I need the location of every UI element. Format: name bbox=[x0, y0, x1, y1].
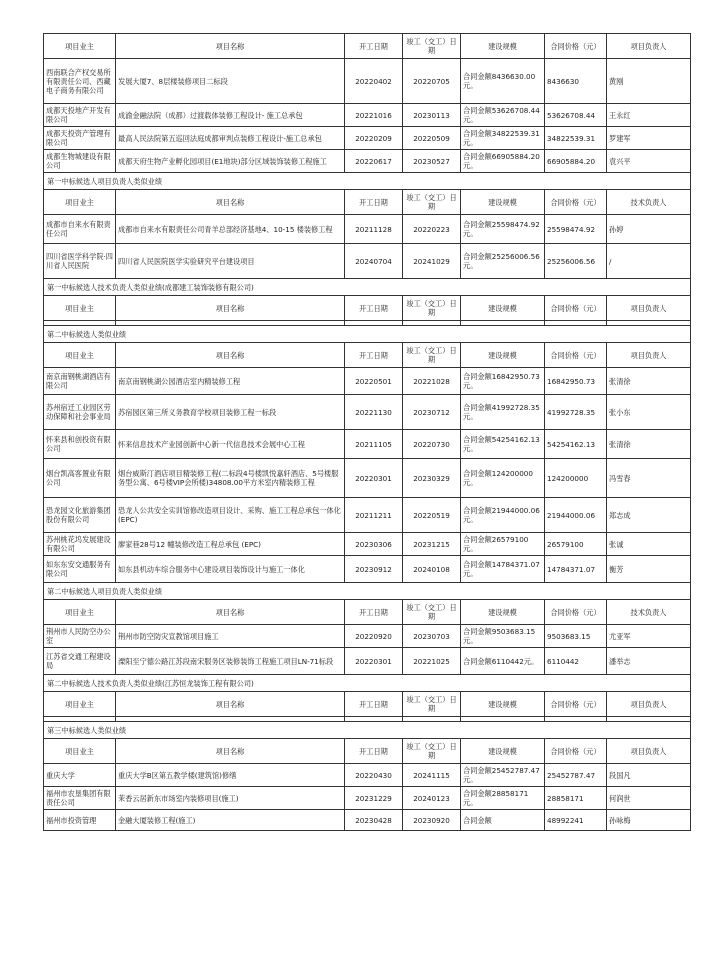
header-project-name: 项目名称 bbox=[116, 343, 345, 368]
cell-scale: 合同金额26579100元。 bbox=[461, 533, 545, 556]
cell-start-date: 20220209 bbox=[345, 127, 403, 150]
header-project-name: 项目名称 bbox=[116, 34, 345, 59]
header-owner: 项目业主 bbox=[44, 600, 116, 625]
cell-responsible-person: 孙咏梅 bbox=[607, 810, 691, 831]
cell-scale: 合同金额41992728.35元。 bbox=[461, 395, 545, 430]
cell-owner: 四川省医学科学院·四川省人民医院 bbox=[44, 244, 116, 279]
cell-start-date: 20220617 bbox=[345, 150, 403, 173]
cell-scale: 合同金额53626708.44元。 bbox=[461, 104, 545, 127]
header-price: 合同价格（元） bbox=[545, 739, 607, 764]
cell-finish-date: 20241115 bbox=[403, 764, 461, 787]
cell-start-date: 20230912 bbox=[345, 556, 403, 583]
table-row bbox=[44, 810, 691, 831]
cell-owner: 恐龙园文化旅游集团股份有限公司 bbox=[44, 498, 116, 533]
header-responsible-person: 技术负责人 bbox=[607, 190, 691, 215]
cell-finish-date: 20241029 bbox=[403, 244, 461, 279]
cell-owner: 南京南钢桃湖酒店有限公司 bbox=[44, 368, 116, 395]
cell-price: 53626708.44 bbox=[545, 104, 607, 127]
header-price: 合同价格（元） bbox=[545, 343, 607, 368]
cell-finish-date: 20221025 bbox=[403, 648, 461, 675]
table-header-row bbox=[44, 190, 691, 215]
cell-start-date: 20211211 bbox=[345, 498, 403, 533]
table-row bbox=[44, 430, 691, 459]
cell-project-name: 烟台威斯汀酒店项目精装修工程(二标段4号楼凯悦嘉轩酒店、5号楼服务型公寓、6号楼VIP会所楼)34808.00平方米室内精装修工程 bbox=[116, 459, 345, 498]
section-title-row bbox=[44, 722, 691, 739]
header-project-name: 项目名称 bbox=[116, 739, 345, 764]
cell-scale: 合同金额124200000元。 bbox=[461, 459, 545, 498]
table-row bbox=[44, 215, 691, 244]
header-price: 合同价格（元） bbox=[545, 692, 607, 717]
cell-scale: 合同金额54254162.13元。 bbox=[461, 430, 545, 459]
cell-start-date: 20220430 bbox=[345, 764, 403, 787]
cell-owner: 荆州市人民防空办公室 bbox=[44, 625, 116, 648]
cell-finish-date: 20221028 bbox=[403, 368, 461, 395]
table-header-row bbox=[44, 739, 691, 764]
header-finish-date: 竣工（交工）日期 bbox=[403, 296, 461, 321]
cell-owner: 苏州宿迁工业园区劳动保障和社会事业局 bbox=[44, 395, 116, 430]
cell-finish-date: 20220223 bbox=[403, 215, 461, 244]
cell-responsible-person: 王永红 bbox=[607, 104, 691, 127]
cell-price: 28858171 bbox=[545, 787, 607, 810]
header-start-date: 开工日期 bbox=[345, 34, 403, 59]
header-owner: 项目业主 bbox=[44, 296, 116, 321]
header-scale: 建设规模 bbox=[461, 739, 545, 764]
cell-finish-date: 20230920 bbox=[403, 810, 461, 831]
table-row bbox=[44, 764, 691, 787]
header-finish-date: 竣工（交工）日期 bbox=[403, 739, 461, 764]
header-finish-date: 竣工（交工）日期 bbox=[403, 692, 461, 717]
header-responsible-person: 技术负责人 bbox=[607, 600, 691, 625]
header-responsible-person: 项目负责人 bbox=[607, 739, 691, 764]
cell-finish-date: 20220705 bbox=[403, 59, 461, 104]
table-row bbox=[44, 150, 691, 173]
cell-responsible-person: 袁兴平 bbox=[607, 150, 691, 173]
section-title-row bbox=[44, 675, 691, 692]
cell-scale: 合同金额16842950.73元。 bbox=[461, 368, 545, 395]
cell-scale: 合同金额25598474.92元。 bbox=[461, 215, 545, 244]
cell-price: 25452787.47 bbox=[545, 764, 607, 787]
cell-finish-date: 20230703 bbox=[403, 625, 461, 648]
cell-owner: 西南联合产权交易所有限责任公司、西藏电子商务有限公司 bbox=[44, 59, 116, 104]
cell-scale: 合同金额34822539.31元。 bbox=[461, 127, 545, 150]
section-title: 第二中标候选人类似业绩 bbox=[44, 326, 691, 343]
cell-project-name: 廖家巷28号12 幢装修改造工程总承包 (EPC) bbox=[116, 533, 345, 556]
performance-table bbox=[43, 33, 691, 831]
header-scale: 建设规模 bbox=[461, 692, 545, 717]
section-title-row bbox=[44, 583, 691, 600]
cell-owner: 江苏省交通工程建设局 bbox=[44, 648, 116, 675]
cell-price: 8436630 bbox=[545, 59, 607, 104]
cell-price: 25598474.92 bbox=[545, 215, 607, 244]
header-price: 合同价格（元） bbox=[545, 190, 607, 215]
cell-scale: 合同金额6110442元。 bbox=[461, 648, 545, 675]
header-finish-date: 竣工（交工）日期 bbox=[403, 600, 461, 625]
table-row bbox=[44, 625, 691, 648]
cell-start-date: 20220920 bbox=[345, 625, 403, 648]
cell-price: 6110442 bbox=[545, 648, 607, 675]
cell-price: 41992728.35 bbox=[545, 395, 607, 430]
cell-responsible-person: 张诚 bbox=[607, 533, 691, 556]
cell-project-name: 最高人民法院第五巡回法庭成都审判点装修工程设计-施工总承包 bbox=[116, 127, 345, 150]
cell-project-name: 茉香云居新东市场室内装修项目(施工) bbox=[116, 787, 345, 810]
cell-owner: 成都生物城建设有限公司 bbox=[44, 150, 116, 173]
cell-scale: 合同金额66905884.20元。 bbox=[461, 150, 545, 173]
cell-owner: 福州市农垦集团有限责任公司 bbox=[44, 787, 116, 810]
table-header-row bbox=[44, 296, 691, 321]
cell-start-date: 20221130 bbox=[345, 395, 403, 430]
header-responsible-person: 项目负责人 bbox=[607, 343, 691, 368]
cell-responsible-person: 段国凡 bbox=[607, 764, 691, 787]
cell-start-date: 20220402 bbox=[345, 59, 403, 104]
table-header-row bbox=[44, 600, 691, 625]
header-start-date: 开工日期 bbox=[345, 296, 403, 321]
cell-responsible-person: 张清徐 bbox=[607, 368, 691, 395]
cell-finish-date: 20240108 bbox=[403, 556, 461, 583]
table-row bbox=[44, 459, 691, 498]
cell-owner: 福州市投资管理 bbox=[44, 810, 116, 831]
header-scale: 建设规模 bbox=[461, 600, 545, 625]
performance-document bbox=[43, 33, 690, 831]
cell-finish-date: 20231215 bbox=[403, 533, 461, 556]
cell-scale: 合同金额25452787.47元。 bbox=[461, 764, 545, 787]
cell-project-name: 四川省人民医院医学实验研究平台建设项目 bbox=[116, 244, 345, 279]
section-title: 第三中标候选人类似业绩 bbox=[44, 722, 691, 739]
cell-scale: 合同金额25256006.56元。 bbox=[461, 244, 545, 279]
cell-project-name: 恐龙人公共安全实训馆修改造项目设计、采购、施工工程总承包一体化(EPC) bbox=[116, 498, 345, 533]
header-owner: 项目业主 bbox=[44, 739, 116, 764]
cell-scale: 合同金额 bbox=[461, 810, 545, 831]
cell-owner: 成都市自来水有限责任公司 bbox=[44, 215, 116, 244]
header-start-date: 开工日期 bbox=[345, 739, 403, 764]
cell-price: 66905884.20 bbox=[545, 150, 607, 173]
section-title-row bbox=[44, 173, 691, 190]
cell-responsible-person: 罗建军 bbox=[607, 127, 691, 150]
cell-scale: 合同金额8436630.00元。 bbox=[461, 59, 545, 104]
cell-price: 48992241 bbox=[545, 810, 607, 831]
table-row bbox=[44, 104, 691, 127]
cell-responsible-person: 孙婷 bbox=[607, 215, 691, 244]
cell-responsible-person: 尤亚军 bbox=[607, 625, 691, 648]
cell-responsible-person: 张清徐 bbox=[607, 430, 691, 459]
cell-finish-date: 20230527 bbox=[403, 150, 461, 173]
section-title: 第二中标候选人项目负责人类似业绩 bbox=[44, 583, 691, 600]
cell-start-date: 20220301 bbox=[345, 459, 403, 498]
header-price: 合同价格（元） bbox=[545, 600, 607, 625]
section-title-row bbox=[44, 326, 691, 343]
cell-project-name: 成都天府生物产业孵化园项目(E1地块)部分区域装饰装修工程施工 bbox=[116, 150, 345, 173]
cell-start-date: 20220501 bbox=[345, 368, 403, 395]
cell-project-name: 金融大厦装修工程(施工) bbox=[116, 810, 345, 831]
header-start-date: 开工日期 bbox=[345, 343, 403, 368]
header-scale: 建设规模 bbox=[461, 296, 545, 321]
section-title: 第一中标候选人项目负责人类似业绩 bbox=[44, 173, 691, 190]
header-project-name: 项目名称 bbox=[116, 296, 345, 321]
cell-price: 9503683.15 bbox=[545, 625, 607, 648]
header-price: 合同价格（元） bbox=[545, 34, 607, 59]
table-row bbox=[44, 244, 691, 279]
cell-owner: 如东东安交通服务有限公司 bbox=[44, 556, 116, 583]
cell-start-date: 20211128 bbox=[345, 215, 403, 244]
table-row bbox=[44, 787, 691, 810]
header-owner: 项目业主 bbox=[44, 692, 116, 717]
cell-scale: 合同金额9503683.15元。 bbox=[461, 625, 545, 648]
section-title: 第二中标候选人技术负责人类似业绩(江苏恒龙装饰工程有限公司) bbox=[44, 675, 691, 692]
cell-finish-date: 20220509 bbox=[403, 127, 461, 150]
header-finish-date: 竣工（交工）日期 bbox=[403, 190, 461, 215]
cell-responsible-person: 张小东 bbox=[607, 395, 691, 430]
header-start-date: 开工日期 bbox=[345, 600, 403, 625]
cell-project-name: 南京南钢桃湖公园酒店室内精装修工程 bbox=[116, 368, 345, 395]
cell-finish-date: 20240123 bbox=[403, 787, 461, 810]
table-header-row bbox=[44, 692, 691, 717]
cell-owner: 成都天投地产开发有限公司 bbox=[44, 104, 116, 127]
header-finish-date: 竣工（交工）日期 bbox=[403, 343, 461, 368]
header-owner: 项目业主 bbox=[44, 34, 116, 59]
header-scale: 建设规模 bbox=[461, 343, 545, 368]
cell-owner: 烟台凯高客置业有限公司 bbox=[44, 459, 116, 498]
header-project-name: 项目名称 bbox=[116, 692, 345, 717]
cell-start-date: 20221016 bbox=[345, 104, 403, 127]
header-responsible-person: 项目负责人 bbox=[607, 34, 691, 59]
table-row bbox=[44, 368, 691, 395]
header-project-name: 项目名称 bbox=[116, 600, 345, 625]
cell-project-name: 荆州市防空防灾宣教馆项目施工 bbox=[116, 625, 345, 648]
cell-responsible-person: 黄刚 bbox=[607, 59, 691, 104]
cell-start-date: 20240704 bbox=[345, 244, 403, 279]
cell-project-name: 如东县机动车综合服务中心建设项目装饰设计与施工一体化 bbox=[116, 556, 345, 583]
table-row bbox=[44, 498, 691, 533]
header-responsible-person: 项目负责人 bbox=[607, 296, 691, 321]
cell-responsible-person: 衡芳 bbox=[607, 556, 691, 583]
cell-project-name: 重庆大学B区第五教学楼(建筑馆)修缮 bbox=[116, 764, 345, 787]
cell-project-name: 溧阳至宁德公路江苏段南宋服务区装修装饰工程施工项目LN-71标段 bbox=[116, 648, 345, 675]
header-project-name: 项目名称 bbox=[116, 190, 345, 215]
header-responsible-person: 项目负责人 bbox=[607, 692, 691, 717]
cell-price: 34822539.31 bbox=[545, 127, 607, 150]
table-header-row bbox=[44, 34, 691, 59]
cell-start-date: 20211105 bbox=[345, 430, 403, 459]
cell-finish-date: 20230113 bbox=[403, 104, 461, 127]
table-row bbox=[44, 533, 691, 556]
cell-responsible-person: / bbox=[607, 244, 691, 279]
cell-scale: 合同金额21944000.06元。 bbox=[461, 498, 545, 533]
cell-finish-date: 20220730 bbox=[403, 430, 461, 459]
header-owner: 项目业主 bbox=[44, 343, 116, 368]
cell-responsible-person: 郑志成 bbox=[607, 498, 691, 533]
table-row bbox=[44, 127, 691, 150]
table-row bbox=[44, 395, 691, 430]
cell-start-date: 20231229 bbox=[345, 787, 403, 810]
section-title-row bbox=[44, 279, 691, 296]
cell-price: 21944000.06 bbox=[545, 498, 607, 533]
cell-start-date: 20230306 bbox=[345, 533, 403, 556]
cell-responsible-person: 潘举志 bbox=[607, 648, 691, 675]
section-title: 第一中标候选人技术负责人类似业绩(成都建工装饰装修有限公司) bbox=[44, 279, 691, 296]
cell-price: 14784371.07 bbox=[545, 556, 607, 583]
header-scale: 建设规模 bbox=[461, 34, 545, 59]
header-scale: 建设规模 bbox=[461, 190, 545, 215]
header-finish-date: 竣工（交工）日期 bbox=[403, 34, 461, 59]
cell-owner: 苏州桃花坞发展建设有限公司 bbox=[44, 533, 116, 556]
table-row bbox=[44, 648, 691, 675]
cell-project-name: 怀来信息技术产业园创新中心新一代信息技术会展中心工程 bbox=[116, 430, 345, 459]
cell-project-name: 成都市自来水有限责任公司青羊总部经济基地4、10-15 楼装修工程 bbox=[116, 215, 345, 244]
cell-project-name: 发展大厦7、8层楼装修项目二标段 bbox=[116, 59, 345, 104]
cell-start-date: 20220301 bbox=[345, 648, 403, 675]
header-start-date: 开工日期 bbox=[345, 692, 403, 717]
cell-price: 25256006.56 bbox=[545, 244, 607, 279]
cell-project-name: 成渝金融法院（成都）过渡载体装修工程设计- 施工总承包 bbox=[116, 104, 345, 127]
cell-owner: 成都天投资产管理有限公司 bbox=[44, 127, 116, 150]
cell-owner: 怀来县和创投资有限公司 bbox=[44, 430, 116, 459]
cell-finish-date: 20230712 bbox=[403, 395, 461, 430]
header-start-date: 开工日期 bbox=[345, 190, 403, 215]
cell-price: 16842950.73 bbox=[545, 368, 607, 395]
table-row bbox=[44, 556, 691, 583]
table-row bbox=[44, 59, 691, 104]
cell-finish-date: 20220519 bbox=[403, 498, 461, 533]
cell-price: 124200000 bbox=[545, 459, 607, 498]
cell-responsible-person: 冯雪春 bbox=[607, 459, 691, 498]
cell-owner: 重庆大学 bbox=[44, 764, 116, 787]
cell-finish-date: 20230329 bbox=[403, 459, 461, 498]
cell-start-date: 20230428 bbox=[345, 810, 403, 831]
cell-scale: 合同金额28858171元。 bbox=[461, 787, 545, 810]
header-price: 合同价格（元） bbox=[545, 296, 607, 321]
table-header-row bbox=[44, 343, 691, 368]
header-owner: 项目业主 bbox=[44, 190, 116, 215]
cell-price: 26579100 bbox=[545, 533, 607, 556]
cell-scale: 合同金额14784371.07元。 bbox=[461, 556, 545, 583]
cell-price: 54254162.13 bbox=[545, 430, 607, 459]
cell-responsible-person: 何润世 bbox=[607, 787, 691, 810]
cell-project-name: 苏宿园区第三所义务教育学校项目装修工程一标段 bbox=[116, 395, 345, 430]
